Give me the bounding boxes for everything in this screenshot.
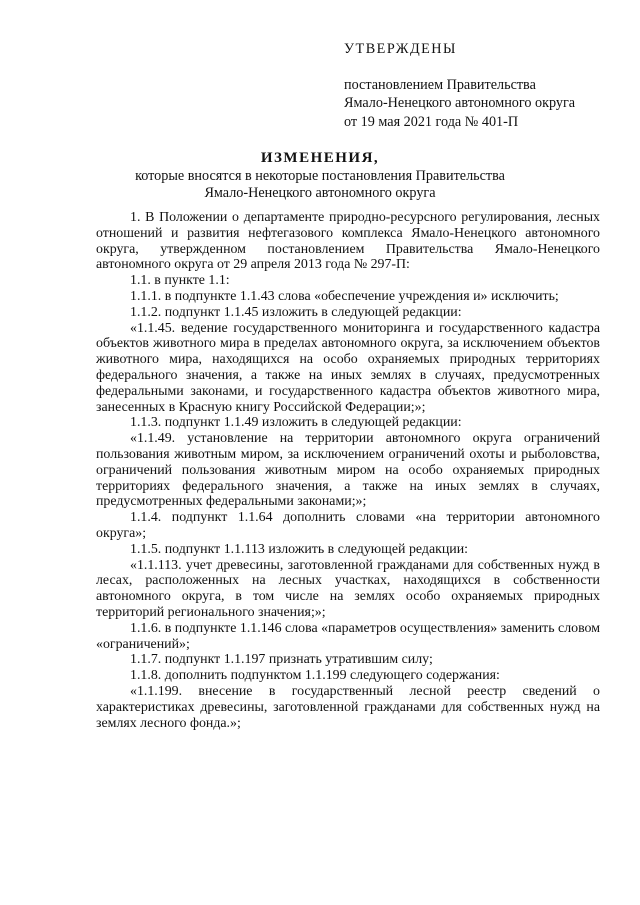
paragraph: 1.1.2. подпункт 1.1.45 изложить в следующей редакции: — [130, 304, 462, 320]
approval-heading: УТВЕРЖДЕНЫ — [344, 41, 457, 57]
paragraph: 1.1.4. подпункт 1.1.64 дополнить словами «на территории автономного округа»; — [96, 510, 600, 541]
paragraph: 1.1.5. подпункт 1.1.113 изложить в следующей редакции: — [130, 541, 469, 557]
approval-line-2: Ямало-Ненецкого автономного округа — [344, 95, 576, 112]
document-body — [96, 210, 600, 731]
paragraph: 1.1. в пункте 1.1: — [130, 273, 230, 289]
paragraph: 1.1.3. подпункт 1.1.49 изложить в следующей редакции: — [130, 415, 462, 431]
paragraph: 1. В Положении о департаменте природно-ресурсного регулирования, лесных отношений и развития нефтегазового комплекса Ямало-Ненецкого автономного округа, утвержденном постановлением Правительства Ямало-Ненецкого автономного округа от 29 апреля 2013 года № 297-П: — [96, 210, 600, 273]
approval-line-1: постановлением Правительства — [344, 77, 536, 94]
paragraph: 1.1.8. дополнить подпунктом 1.1.199 следующего содержания: — [130, 668, 500, 684]
title-sub-1: которые вносятся в некоторые постановления Правительства — [135, 167, 505, 184]
paragraph: 1.1.7. подпункт 1.1.197 признать утратившим силу; — [130, 652, 433, 668]
paragraph: «1.1.49. установление на территории автономного округа ограничений пользования животным миром, за исключением ограничений охоты и рыболовства, ограничений пользования животным миром на особо охраняемых природных территориях федерального значения, а также на иных землях в случаях, предусмотренных федеральными законами;»; — [96, 431, 600, 510]
paragraph: 1.1.6. в подпункте 1.1.146 слова «параметров осуществления» заменить словом «ограничений»; — [96, 620, 601, 652]
paragraph: 1.1.1. в подпункте 1.1.43 слова «обеспечение учреждения и» исключить; — [130, 288, 559, 304]
paragraph: «1.1.113. учет древесины, заготовленной гражданами для собственных нужд в лесах, расположенных на лесных участках, находящихся в собственности автономного округа, в том числе на землях особо охраняемых природных территорий регионального значения;»; — [96, 557, 600, 620]
paragraph: «1.1.199. внесение в государственный лесной реестр сведений о характеристиках древесины, заготовленной гражданами для собственных нужд на землях лесного фонда.»; — [96, 683, 600, 731]
title-main: ИЗМЕНЕНИЯ, — [260, 150, 380, 166]
document-title — [80, 150, 560, 203]
approval-block — [344, 40, 624, 131]
approval-line-3: от 19 мая 2021 года № 401-П — [344, 113, 519, 130]
title-sub-2: Ямало-Ненецкого автономного округа — [204, 185, 436, 201]
paragraph: «1.1.45. ведение государственного мониторинга и государственного кадастра объектов животного мира в пределах автономного округа, за исключением объектов животного мира, находящихся на особо охраняемых природных территориях федерального значения, а также на иных землях в случаях, предусмотренных федеральными законами, и государственного кадастра объектов животного мира, занесенных в Красную книгу Российской Федерации;»; — [96, 320, 600, 415]
